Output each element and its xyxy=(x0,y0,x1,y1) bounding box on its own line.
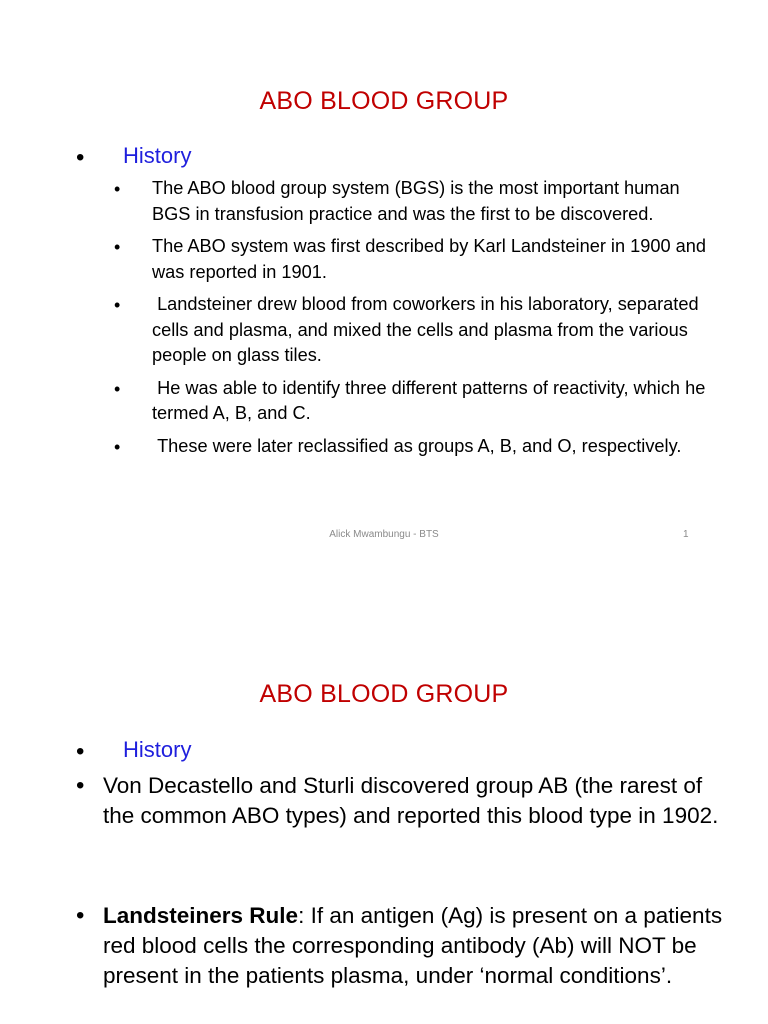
bullet-marker: • xyxy=(76,772,85,799)
list-item-body: Von Decastello and Sturli discovered group AB (the rarest of the common ABO types) and reported this blood type in 1902. xyxy=(103,773,719,828)
slide-2 xyxy=(0,590,768,1024)
list-item-text xyxy=(103,901,728,991)
heading-bullet: • xyxy=(76,144,85,171)
landsteiners-rule-label: Landsteiners Rule xyxy=(103,903,299,928)
footer-author: Alick Mwambungu - BTS xyxy=(329,529,439,540)
bullet-marker: • xyxy=(114,295,121,315)
slide-title: ABO BLOOD GROUP xyxy=(259,680,509,708)
bullet-marker: • xyxy=(114,179,121,199)
list-item-text: The ABO blood group system (BGS) is the most important human BGS in transfusion practice and was the first to be discovered. xyxy=(152,178,680,224)
list-item xyxy=(0,434,768,460)
bullet-marker: • xyxy=(114,436,121,457)
heading-bullet: • xyxy=(76,738,85,765)
list-item-text: These were later reclassified as groups A, B, and O, respectively. xyxy=(152,435,682,456)
list-item-text xyxy=(103,771,728,831)
list-item xyxy=(0,234,768,285)
slide-title: ABO BLOOD GROUP xyxy=(259,87,509,115)
list-item-text: The ABO system was first described by Karl Landsteiner in 1900 and was reported in 1901. xyxy=(152,236,706,282)
page-number: 1 xyxy=(683,529,689,540)
section-heading-history: History xyxy=(123,737,192,762)
history-bullet-list xyxy=(0,176,768,466)
list-item xyxy=(0,376,768,427)
list-item xyxy=(0,901,768,991)
bullet-marker: • xyxy=(114,237,121,257)
bullet-marker: • xyxy=(76,902,85,929)
list-item xyxy=(0,292,768,369)
list-item-body: : If an antigen (Ag) is present on a patients red blood cells the corresponding antibody (Ab) will NOT be present in the patients plasma, under ‘normal conditions’. xyxy=(103,903,723,988)
bullet-marker: • xyxy=(114,378,121,399)
list-item xyxy=(0,176,768,227)
list-item xyxy=(0,771,768,831)
list-item-text: Landsteiner drew blood from coworkers in his laboratory, separated cells and plasma, and mixed the cells and plasma from the various people on glass tiles. xyxy=(152,294,704,365)
section-heading-history: History xyxy=(123,143,192,168)
list-item-text: He was able to identify three different patterns of reactivity, which he termed A, B, and C. xyxy=(152,377,711,423)
